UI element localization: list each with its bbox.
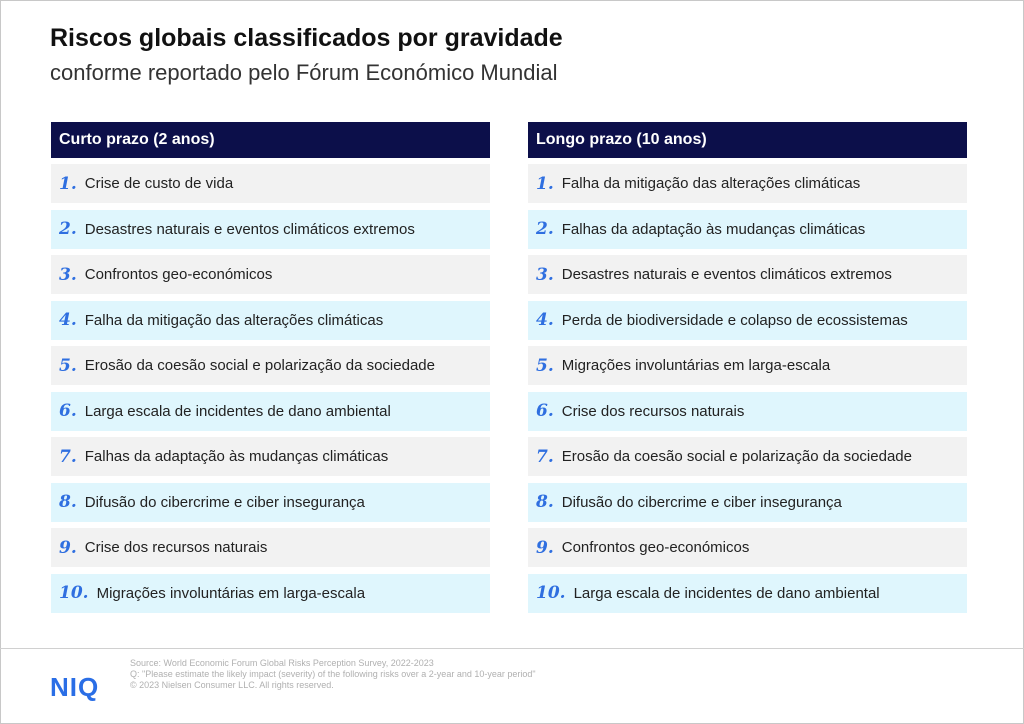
- short-term-header: Curto prazo (2 anos): [51, 122, 490, 158]
- rank-number: 2.: [59, 219, 77, 239]
- rank-number: 8.: [59, 492, 77, 512]
- rank-number: 7.: [59, 446, 77, 467]
- rank-number: 10.: [536, 583, 566, 603]
- copyright-line: © 2023 Nielsen Consumer LLC. All rights reserved.: [130, 680, 334, 690]
- risk-label: Confrontos geo-económicos: [561, 539, 750, 556]
- risk-label: Perda de biodiversidade e colapso de ecossistemas: [561, 311, 908, 329]
- risk-label: Erosão da coesão social e polarização da sociedade: [561, 448, 912, 465]
- risk-label: Difusão do cibercrime e ciber insegurança: [561, 493, 842, 511]
- rank-number: 5.: [59, 355, 77, 376]
- question-line: Q: "Please estimate the likely impact (severity) of the following risks over a 2-year and 10-year period": [130, 669, 536, 679]
- rank-number: 9.: [59, 537, 77, 558]
- risk-label: Falha da mitigação das alterações climáticas: [561, 175, 861, 192]
- niq-logo: NIQ: [50, 672, 100, 702]
- risk-label: Larga escala de incidentes de dano ambiental: [84, 402, 391, 420]
- list-item: [528, 483, 967, 522]
- risk-label: Erosão da coesão social e polarização da sociedade: [84, 357, 435, 374]
- source-note: [130, 658, 536, 691]
- list-item: [51, 574, 490, 613]
- risk-label: Crise dos recursos naturais: [561, 402, 745, 420]
- risk-label: Falhas da adaptação às mudanças climáticas: [561, 220, 866, 238]
- rank-number: 9.: [536, 537, 554, 558]
- list-item: [528, 574, 967, 613]
- rank-number: 4.: [536, 310, 554, 330]
- list-item: [51, 392, 490, 431]
- risk-label: Larga escala de incidentes de dano ambiental: [573, 584, 880, 602]
- risk-label: Crise de custo de vida: [84, 175, 234, 192]
- list-item: [528, 392, 967, 431]
- rank-number: 4.: [59, 310, 77, 330]
- list-item: [51, 483, 490, 522]
- long-term-column: [528, 122, 967, 619]
- list-item: [528, 255, 967, 294]
- risk-label: Migrações involuntárias em larga-escala: [96, 584, 366, 602]
- risk-label: Desastres naturais e eventos climáticos extremos: [561, 266, 892, 283]
- list-item: [528, 164, 967, 203]
- short-term-column: [51, 122, 490, 619]
- rank-number: 6.: [59, 401, 77, 421]
- risk-label: Falha da mitigação das alterações climáticas: [84, 311, 384, 329]
- risk-label: Difusão do cibercrime e ciber insegurança: [84, 493, 365, 511]
- list-item: [51, 437, 490, 476]
- list-item: [51, 210, 490, 249]
- list-item: [51, 301, 490, 340]
- list-item: [51, 164, 490, 203]
- risk-label: Desastres naturais e eventos climáticos extremos: [84, 220, 415, 238]
- risk-label: Confrontos geo-económicos: [84, 266, 273, 283]
- rank-number: 6.: [536, 401, 554, 421]
- list-item: [51, 528, 490, 567]
- rank-number: 3.: [59, 264, 77, 285]
- rank-number: 1.: [536, 173, 554, 194]
- long-term-header: Longo prazo (10 anos): [528, 122, 967, 158]
- rank-number: 1.: [59, 173, 77, 194]
- list-item: [528, 346, 967, 385]
- rank-number: 3.: [536, 264, 554, 285]
- list-item: [528, 528, 967, 567]
- rank-number: 5.: [536, 355, 554, 376]
- page-title: Riscos globais classificados por gravidade: [50, 24, 563, 52]
- list-item: [51, 346, 490, 385]
- risk-label: Crise dos recursos naturais: [84, 539, 268, 556]
- list-item: [51, 255, 490, 294]
- list-item: [528, 437, 967, 476]
- page-subtitle: conforme reportado pelo Fórum Económico Mundial: [50, 60, 558, 85]
- rank-number: 8.: [536, 492, 554, 512]
- footer-divider: [0, 648, 1024, 649]
- rank-number: 10.: [59, 583, 89, 603]
- risk-label: Falhas da adaptação às mudanças climáticas: [84, 448, 389, 465]
- rank-number: 2.: [536, 219, 554, 239]
- rank-number: 7.: [536, 446, 554, 467]
- list-item: [528, 210, 967, 249]
- risk-label: Migrações involuntárias em larga-escala: [561, 357, 831, 374]
- source-line: Source: World Economic Forum Global Risks Perception Survey, 2022-2023: [130, 658, 434, 668]
- list-item: [528, 301, 967, 340]
